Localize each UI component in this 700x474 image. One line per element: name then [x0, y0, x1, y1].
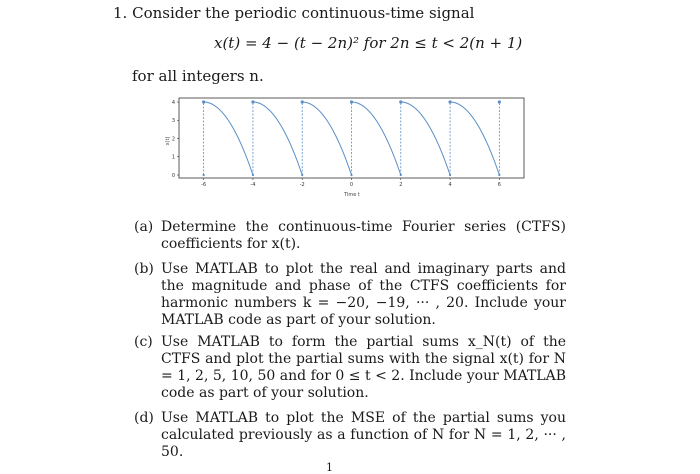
sample-dot — [251, 100, 254, 103]
sample-dot — [399, 100, 402, 103]
part-b-label: (b) — [134, 261, 154, 277]
x-tick-label: -4 — [250, 182, 256, 188]
sample-base-dot — [400, 174, 402, 176]
part-a — [134, 219, 566, 253]
y-tick-label: 1 — [171, 154, 175, 161]
x-tick-label: -6 — [201, 182, 207, 188]
sample-dot — [301, 100, 304, 103]
sample-dot — [498, 100, 501, 103]
x-tick-label: -2 — [299, 182, 305, 188]
part-a-label: (a) — [134, 219, 154, 235]
problem-number: 1. — [113, 4, 128, 22]
y-tick-label: 3 — [171, 118, 175, 125]
signal-curve-segment — [352, 102, 401, 175]
sample-base-dot — [350, 174, 352, 176]
sample-dot — [202, 100, 205, 103]
sample-dot — [448, 100, 451, 103]
sample-base-dot — [301, 174, 303, 176]
sample-base-dot — [449, 174, 451, 176]
signal-curve-segment — [401, 102, 450, 175]
x-tick-label: 4 — [448, 182, 452, 188]
part-d-label: (d) — [134, 410, 154, 426]
sample-dot — [350, 100, 353, 103]
y-tick-label: 2 — [171, 136, 175, 143]
sample-base-dot — [252, 174, 254, 176]
part-b — [134, 261, 566, 329]
problem-intro: Consider the periodic continuous-time signal — [132, 4, 475, 22]
x-tick-label: 2 — [399, 182, 403, 188]
part-c-text: Use MATLAB to form the partial sums x_N(t) of the CTFS and plot the partial sums with the signal x(t) for N = 1, 2, 5, 10, 50 and for 0 ≤ t < 2. Include your MATLAB code as part of your solution. — [161, 334, 566, 401]
part-d — [134, 410, 566, 461]
signal-curve-segment — [302, 102, 351, 175]
y-axis-label: x(t) — [165, 136, 171, 146]
page-number: 1 — [326, 461, 333, 474]
part-c-label: (c) — [134, 334, 153, 350]
signal-curve-segment — [204, 102, 253, 175]
x-tick-label: 6 — [497, 182, 501, 188]
part-d-text: Use MATLAB to plot the MSE of the partial sums you calculated previously as a function of N for N = 1, 2, ··· , 50. — [161, 410, 566, 460]
signal-curve-segment — [253, 102, 302, 175]
problem-heading — [113, 4, 474, 22]
part-c — [134, 334, 566, 402]
part-b-text: Use MATLAB to plot the real and imaginary parts and the magnitude and phase of the CTFS coefficients for harmonic numbers k = −20, −19, ··· , 20. Include your MATLAB code as part of your solution. — [161, 261, 566, 328]
signal-equation: x(t) = 4 − (t − 2n)² for 2n ≤ t < 2(n + 1) — [214, 34, 523, 52]
y-tick-label: 0 — [171, 172, 175, 179]
signal-curve-segment — [450, 102, 499, 175]
sample-base-dot — [203, 174, 205, 176]
part-a-text: Determine the continuous-time Fourier series (CTFS) coefficients for x(t). — [161, 219, 566, 252]
x-axis-label: Time t — [344, 192, 360, 198]
sample-base-dot — [498, 174, 500, 176]
integer-qualifier: for all integers n. — [132, 67, 264, 85]
y-tick-label: 4 — [171, 99, 175, 106]
signal-plot — [165, 93, 530, 203]
x-tick-label: 0 — [349, 182, 354, 188]
